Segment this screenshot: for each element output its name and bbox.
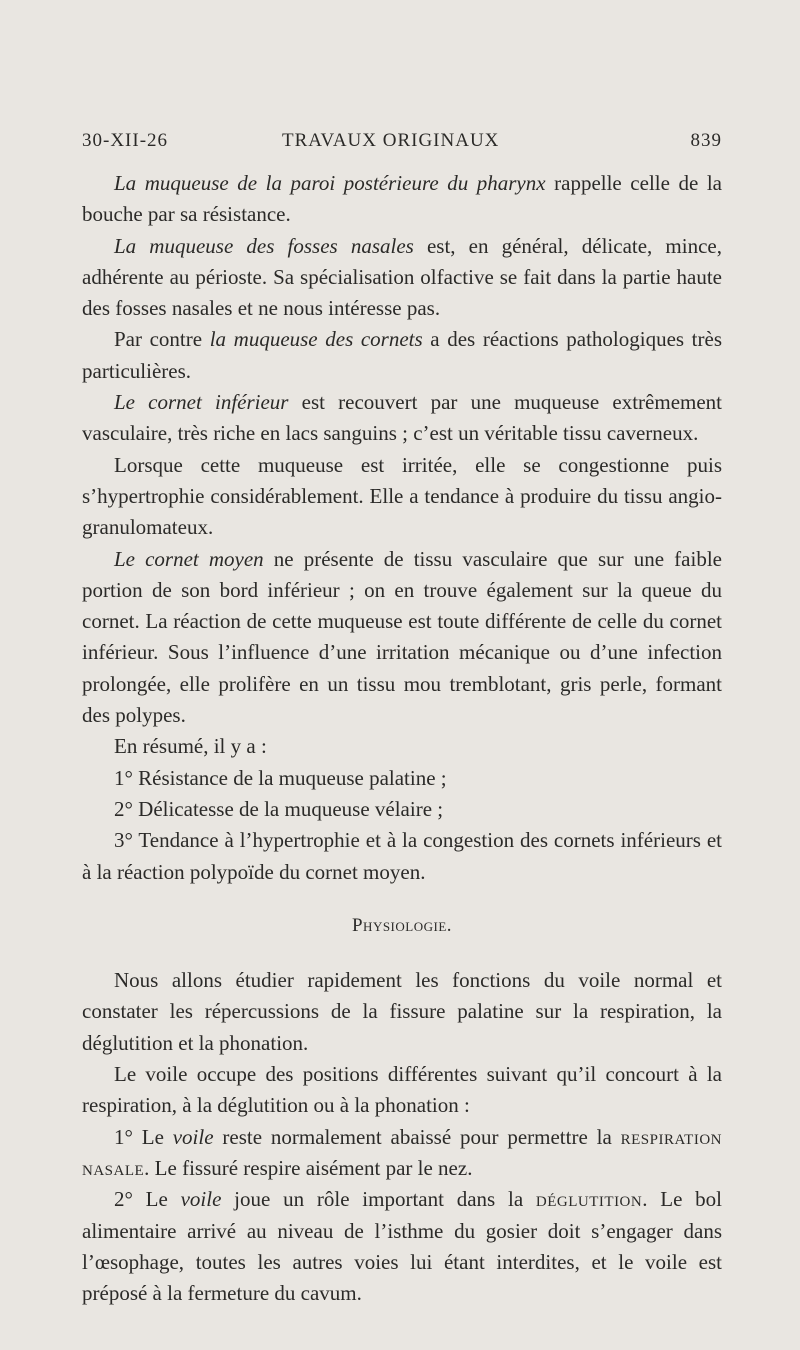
paragraph-lead: 2° Le bbox=[114, 1187, 181, 1212]
paragraph bbox=[82, 231, 722, 325]
paragraph bbox=[82, 1122, 722, 1185]
paragraph-text: ne présente de tissu vasculaire que sur une faible portion de son bord inférieur ; on en trouve également sur la queue du cornet. La réaction de cette muqueuse est toute différente de celle du cornet inférieur. Sous l’influence d’une irritation mécanique ou d’une infection prolongée, elle prolifère en un tissu mou tremblotant, gris perle, formant des polypes. bbox=[82, 546, 722, 728]
paragraph-text: . Le fissuré respire aisément par le nez. bbox=[144, 1155, 473, 1180]
italic-phrase: voile bbox=[180, 1187, 222, 1212]
paragraph bbox=[82, 324, 722, 387]
list-item bbox=[82, 763, 722, 794]
paragraph-text: Lorsque cette muqueuse est irritée, elle se congestionne puis s’hypertrophie considérablement. Elle a tendance à produire du tissu angio-granulomateux. bbox=[82, 452, 722, 540]
italic-phrase: La muqueuse des fosses nasales bbox=[114, 233, 414, 258]
paragraph bbox=[82, 965, 722, 1059]
section-heading: Physiologie. bbox=[351, 914, 453, 936]
paragraph-lead: Par contre bbox=[114, 327, 210, 352]
paragraph-text: est, en général, délicate, mince, adhérente au périoste. Sa spécialisation olfactive se fait dans la partie haute des fosses nasales et ne nous intéresse pas. bbox=[82, 233, 722, 321]
paragraph-text: rappelle celle de la bouche par sa résistance. bbox=[82, 171, 723, 227]
paragraph bbox=[82, 1059, 722, 1122]
small-caps-phrase: respiration nasale bbox=[82, 1124, 722, 1180]
paragraph bbox=[82, 168, 722, 231]
paragraph-text: Nous allons étudier rapidement les fonctions du voile normal et constater les répercussions de la fissure palatine sur la respiration, la déglutition et la phonation. bbox=[82, 968, 722, 1055]
page-body bbox=[82, 168, 722, 1309]
list-item-text: 3° Tendance à l’hypertrophie et à la congestion des cornets inférieurs et à la réaction polypoïde du cornet moyen. bbox=[82, 828, 722, 884]
small-caps-phrase: déglutition bbox=[535, 1187, 643, 1212]
paragraph bbox=[82, 387, 722, 450]
italic-phrase: voile bbox=[172, 1124, 214, 1149]
paragraph bbox=[82, 731, 722, 762]
paragraph-text: En résumé, il y a : bbox=[114, 734, 267, 759]
paragraph-text: . Le bol alimentaire arrivé au niveau de l’isthme du gosier doit s’engager dans l’œsophage, toutes les autres voies lui étant interdites, et le voile est préposé à la fermeture du cavum. bbox=[82, 1187, 723, 1306]
paragraph bbox=[82, 544, 722, 732]
paragraph bbox=[82, 1184, 722, 1309]
paragraph-text: Le voile occupe des positions différentes suivant qu’il concourt à la respiration, à la déglutition ou à la phonation : bbox=[82, 1062, 722, 1118]
italic-phrase: Le cornet inférieur bbox=[114, 390, 289, 415]
italic-phrase: Le cornet moyen bbox=[114, 546, 264, 571]
running-header bbox=[82, 130, 722, 160]
list-item bbox=[82, 794, 722, 825]
list-item bbox=[82, 825, 722, 888]
paragraph-text: a des réactions pathologiques très particulières. bbox=[82, 327, 723, 383]
header-date: 30-XII-26 bbox=[82, 130, 169, 151]
paragraph bbox=[82, 450, 722, 544]
list-item-text: 1° Résistance de la muqueuse palatine ; bbox=[114, 765, 447, 790]
paragraph-lead: 1° Le bbox=[114, 1124, 173, 1149]
italic-phrase: la muqueuse des cornets bbox=[209, 327, 423, 352]
page-number: 839 bbox=[690, 130, 722, 151]
list-item-text: 2° Délicatesse de la muqueuse vélaire ; bbox=[114, 796, 444, 821]
paragraph-mid: reste normalement abaissé pour permettre la bbox=[213, 1124, 621, 1149]
italic-phrase: La muqueuse de la paroi postérieure du pharynx bbox=[114, 171, 546, 195]
header-title: TRAVAUX ORIGINAUX bbox=[282, 130, 500, 151]
paragraph-mid: joue un rôle important dans la bbox=[221, 1187, 536, 1212]
paragraph-text: est recouvert par une muqueuse extrêmement vasculaire, très riche en lacs sanguins ; c’est un véritable tissu caverneux. bbox=[82, 390, 723, 446]
